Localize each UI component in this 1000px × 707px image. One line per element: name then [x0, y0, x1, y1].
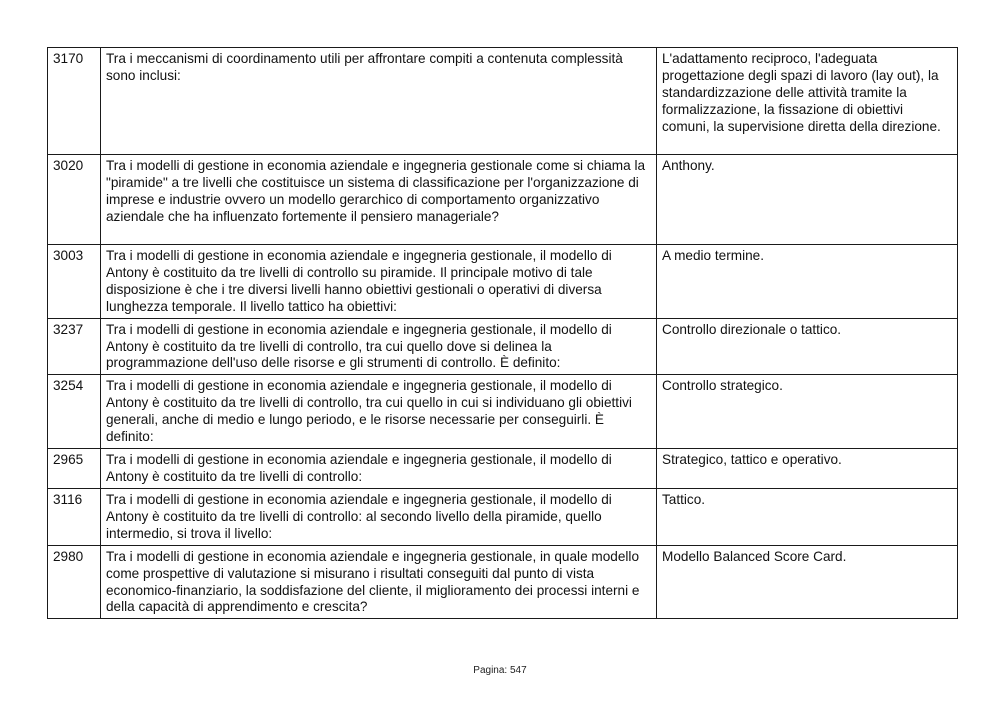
table-row — [48, 375, 958, 449]
question-text: Tra i modelli di gestione in economia aziendale e ingegneria gestionale, il modello di Antony è costituito da tre livelli di controllo su piramide. Il principale motivo di tale disposizione è che i tre diversi livelli hanno obiettivi gestionali o operativi di diversa lunghezza temporale. Il livello tattico ha obiettivi: — [101, 245, 657, 319]
question-id: 2965 — [48, 448, 101, 488]
question-text: Tra i modelli di gestione in economia aziendale e ingegneria gestionale, in quale modello come prospettive di valutazione si misurano i risultati conseguiti dal punto di vista economico-finanziario, la soddisfazione del cliente, il miglioramento dei processi interni e della capacità di apprendimento e crescita? — [101, 545, 657, 619]
answer-text: L'adattamento reciproco, l'adeguata progettazione degli spazi di lavoro (lay out), la standardizzazione delle attività tramite la formalizzazione, la fissazione di obiettivi comuni, la supervisione diretta della direzione. — [657, 48, 958, 155]
question-id: 3003 — [48, 245, 101, 319]
answer-text: Controllo direzionale o tattico. — [657, 318, 958, 375]
table-row — [48, 155, 958, 245]
question-id: 2980 — [48, 545, 101, 619]
page-number: Pagina: 547 — [473, 665, 527, 676]
answer-text: Controllo strategico. — [657, 375, 958, 449]
question-text: Tra i modelli di gestione in economia aziendale e ingegneria gestionale come si chiama la "piramide" a tre livelli che costituisce un sistema di classificazione per l'organizzazione di imprese e industrie ovvero un modello gerarchico di comportamento organizzativo aziendale che ha influenzato fortemente il pensiero manageriale? — [101, 155, 657, 245]
question-text: Tra i modelli di gestione in economia aziendale e ingegneria gestionale, il modello di Antony è costituito da tre livelli di controllo: — [101, 448, 657, 488]
question-text: Tra i modelli di gestione in economia aziendale e ingegneria gestionale, il modello di Antony è costituito da tre livelli di controllo, tra cui quello dove si delinea la programmazione dell'uso delle risorse e gli strumenti di controllo. È definito: — [101, 318, 657, 375]
question-text: Tra i modelli di gestione in economia aziendale e ingegneria gestionale, il modello di Antony è costituito da tre livelli di controllo, tra cui quello in cui si individuano gli obiettivi generali, anche di medio e lungo periodo, e le risorse necessarie per conseguirli. È definito: — [101, 375, 657, 449]
table-row — [48, 245, 958, 319]
table-row — [48, 545, 958, 619]
answer-text: A medio termine. — [657, 245, 958, 319]
question-id: 3237 — [48, 318, 101, 375]
question-text: Tra i meccanismi di coordinamento utili per affrontare compiti a contenuta complessità sono inclusi: — [101, 48, 657, 155]
question-id: 3020 — [48, 155, 101, 245]
question-text: Tra i modelli di gestione in economia aziendale e ingegneria gestionale, il modello di Antony è costituito da tre livelli di controllo: al secondo livello della piramide, quello intermedio, si trova il livello: — [101, 488, 657, 545]
answer-text: Strategico, tattico e operativo. — [657, 448, 958, 488]
answer-text: Anthony. — [657, 155, 958, 245]
question-answer-table — [47, 47, 958, 619]
answer-text: Tattico. — [657, 488, 958, 545]
answer-text: Modello Balanced Score Card. — [657, 545, 958, 619]
question-id: 3170 — [48, 48, 101, 155]
question-id: 3116 — [48, 488, 101, 545]
table-row — [48, 488, 958, 545]
question-id: 3254 — [48, 375, 101, 449]
table-row — [48, 448, 958, 488]
table-row — [48, 48, 958, 155]
table-row — [48, 318, 958, 375]
